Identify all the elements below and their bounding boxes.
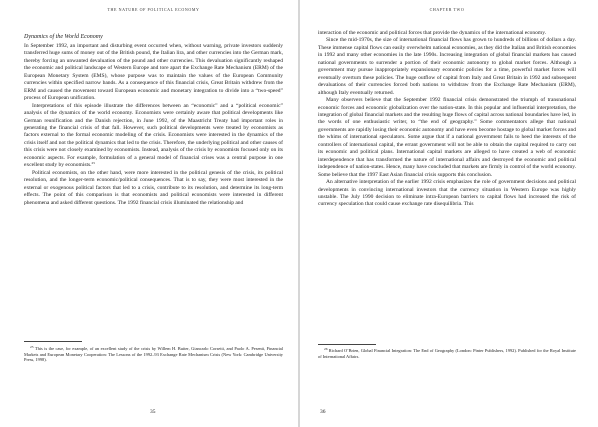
footnote-text: This is the case, for example, of an excellent study of the crisis by Willem H. Buiter, Giancarlo Corsetti, and Paolo A. Pesenti, Financial Markets and European Monetary Cooperation: The Lessons of the 1992–93 Exchange Rate Mechanism Crisis (New York: Cambridge University Press, 1998). bbox=[24, 346, 283, 363]
footnote-marker: 25 bbox=[30, 345, 34, 349]
paragraph-with-note bbox=[24, 103, 283, 170]
page-number: 35 bbox=[150, 409, 156, 415]
footnote bbox=[24, 346, 283, 363]
paragraph-text: Interpretations of this episode illustrate the differences between an “economic” and a “political economic” analysis of the dynamics of the world economy. Economists were certainly aware that political developments like German reunification and the Danish rejection, in June 1992, of the Maastricht Treaty had important roles in generating the financial crisis of that fall. However, such political developments were treated by economists as factors external to the formal economic modeling of the crisis. Economists were interested in the dynamics of the crisis itself and not the political dynamics that led to the crisis. Therefore, the underlying political and other causes of this crisis were not closely examined by economists. Instead, analysis of the crisis by economists focused only on its economic aspects. For example, formulation of a general model of financial crises was a central purpose in one excellent study by economists. bbox=[24, 102, 283, 169]
footnote-rule bbox=[24, 341, 82, 342]
page-number: 36 bbox=[320, 409, 326, 415]
paragraph-with-note bbox=[318, 97, 576, 179]
paragraph: Political economists, on the other hand, were more interested in the political genesis of the crisis, its political resolution, and the longer-term economic/political consequences. That is to say, they were most interested in the external or exogenous political factors that led to a crisis, contribute to its resolution, and determine its long-term effects. The point of this comparison is that economists and political economists were interested in different phenomena and asked different questions. The 1992 financial crisis illuminated the relationship and bbox=[24, 169, 283, 206]
footnote-marker: 26 bbox=[324, 347, 328, 351]
paragraph-text: Many observers believe that the September 1992 financial crisis demonstrated the triumph of transnational economic forces and economic globalization over the nation-state. In this popular and influential interpretation, the integration of global financial markets and the resulting huge flows of capital across national boundaries have led, in the words of one enthusiastic writer, to “the end of geography.” Some commentators allege that national governments are rapidly losing their economic autonomy and have even become hostage to global market forces and the whims of international speculators. Some argue that if a national government fails to heed the interests of the controllers of international capital, the errant government will not be able to obtain the capital required to carry out its economic and political plans. International capital markets are alleged to have created a web of economic interdependence that has transformed the nature of international affairs and destroyed the economic and political independence of nation-states. Hence, many have concluded that markets are firmly in control of the world economy. Some believe that the 1997 East Asian financial crisis supports this conclusion. bbox=[318, 97, 576, 178]
paragraph: In September 1992, an important and disturbing event occurred when, without warning, private investors suddenly transferred huge sums of money out of the British pound, the Italian lira, and other currencies into the German mark, thereby forcing an unwanted devaluation of the pound and other currencies. This devaluation significantly reshaped the economic and political landscape of Western Europe and tore apart the Exchange Rate Mechanism (ERM) of the European Monetary System (EMS), whose purpose was to maintain the values of the European Community currencies within specified narrow bands. As a consequence of this financial crisis, Great Britain withdrew from the ERM and caused the movement toward European economic and monetary integration to divide into a “two-speed” process of European unification. bbox=[24, 43, 283, 102]
footnote-text: Richard O’Brien, Global Financial Integration: The End of Geography (London: Pinter Publishers, 1992). Published for the Royal Institute of International Affairs. bbox=[318, 348, 576, 359]
body-text bbox=[24, 43, 283, 207]
running-head: THE NATURE OF POLITICAL ECONOMY bbox=[107, 7, 200, 12]
right-page bbox=[318, 0, 576, 427]
body-text bbox=[318, 30, 576, 209]
footnote-rule bbox=[318, 344, 376, 345]
footnote bbox=[318, 348, 576, 359]
left-page bbox=[24, 0, 283, 427]
gutter bbox=[298, 0, 300, 427]
running-head: CHAPTER TWO bbox=[429, 7, 465, 12]
note-reference: 25 bbox=[91, 161, 96, 166]
section-heading: Dynamics of the World Economy bbox=[24, 34, 103, 40]
paragraph: An alternative interpretation of the earlier 1992 crisis emphasizes the role of government decisions and political developments in convincing international investors that the currency situation in Western Europe was highly unstable. The July 1990 decision to eliminate intra-European barriers to capital flows had increased the risk of currency speculation that could cause exchange rate disequilibria. This bbox=[318, 179, 576, 208]
paragraph: interaction of the economic and political forces that provide the dynamics of the international economy. bbox=[318, 30, 546, 36]
paragraph: Since the mid-1970s, the size of international financial flows has grown to hundreds of billions of dollars a day. These immense capital flows can easily overwhelm national economies, as they did the Italian and British economies in 1992 and many other economies in the late 1990s. Increasing integration of global financial markets has caused national governments to surrender a portion of their economic autonomy to global market forces. Although a government may pursue inappropriately expansionary economic policies for a time, powerful market forces will eventually overturn these policies. The huge outflow of capital from Italy and Great Britain in 1992 and subsequent devaluations of their currencies forced both nations to withdraw from the Exchange Rate Mechanism (ERM), although Italy eventually returned. bbox=[318, 37, 576, 96]
